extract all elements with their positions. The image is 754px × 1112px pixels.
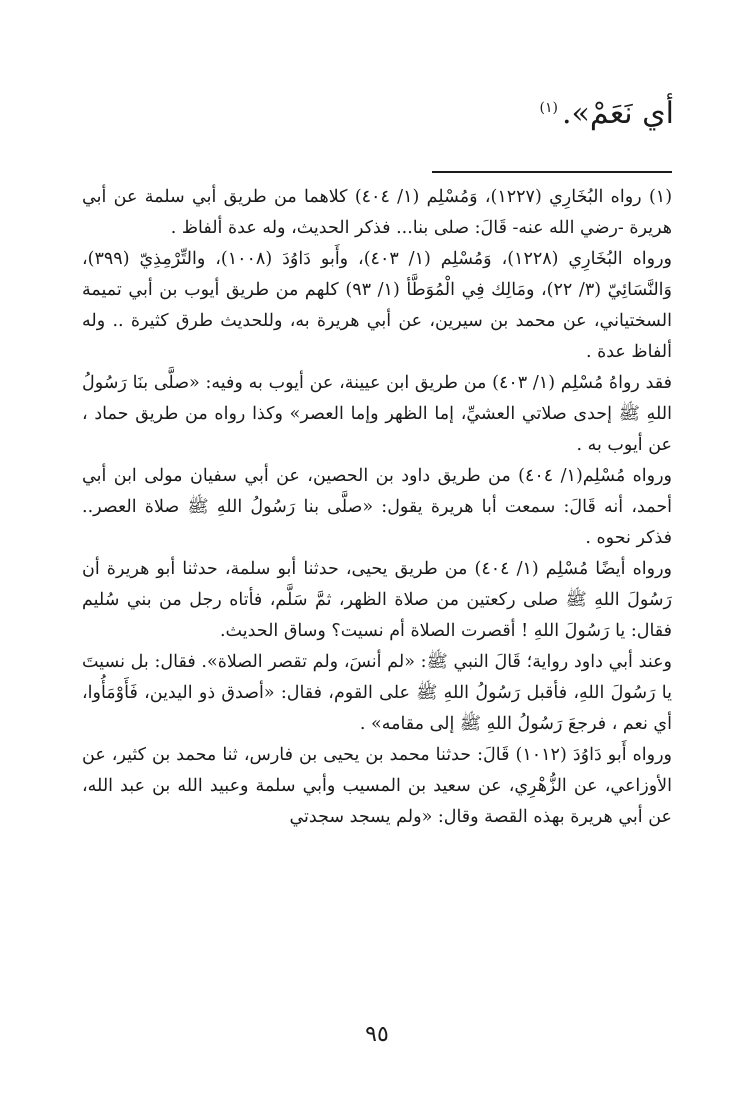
footnote-paragraph: فقد رواهُ مُسْلِم (١/ ٤٠٣) من طريق ابن عيينة، عن أيوب به وفيه: «صلَّى بنَا رَسُولُ اللهِ ﷺ إحدى صلاتي العشيِّ، إما الظهر وإما العصر» وكذا رواه من طريق حماد ، عن أيوب به . — [82, 373, 672, 455]
footnote-paragraph: ورواه أَبو دَاوُدَ (١٠١٢) قَالَ: حدثنا محمد بن يحيى بن فارس، ثنا محمد بن كثير، عن الأوزاعي، عن الزُّهْرِي، عن سعيد بن المسيب وأبي سلمة وعبيد الله بن عبد الله، عن أبي هريرة بهذه القصة وقال: «ولم يسجد سجدتي — [82, 745, 672, 827]
footnote-paragraph: ورواه البُخَارِي (١٢٢٨)، وَمُسْلِم (١/ ٤٠٣)، وأَبو دَاوُدَ (١٠٠٨)، والتِّرْمِذِيّ (٣٩٩)، وَالنَّسَائِيّ (٣/ ٢٢)، ومَالِك فِي الْمُوَطَّأ (١/ ٩٣) كلهم من طريق أيوب بن أبي تميمة السختياني، عن محمد بن سيرين، عن أبي هريرة به، وللحديث طرق كثيرة .. وله ألفاظ عدة . — [82, 249, 672, 362]
footnote-paragraph: وعند أبي داود رواية؛ قَالَ النبي ﷺ: «لم أنسَ، ولم تقصر الصلاة». فقال: بل نسيتَ يا رَسُولَ اللهِ، فأقبل رَسُولُ اللهِ ﷺ على القوم، فقال: «أصدق ذو اليدين، فَأَوْمَأُوا، أي نعم ، فرجعَ رَسُولُ اللهِ ﷺ إلى مقامه» . — [82, 652, 672, 734]
footnote-paragraph: (١) رواه البُخَارِي (١٢٢٧)، وَمُسْلِم (١/ ٤٠٤) كلاهما من طريق أبي سلمة عن أبي هريرة -رضي الله عنه- قَالَ: صلى بنا... فذكر الحديث، وله عدة ألفاظ . — [82, 187, 673, 238]
footnote-paragraph: ورواه أيضًا مُسْلِم (١/ ٤٠٤) من طريق يحيى، حدثنا أبو سلمة، حدثنا أبو هريرة أن رَسُولَ اللهِ ﷺ صلى ركعتين من صلاة الظهر، ثمَّ سَلَّم، فأتاه رجل من بني سُليم فقال: يا رَسُولَ اللهِ ! أقصرت الصلاة أم نسيت؟ وساق الحديث. — [82, 559, 672, 641]
footnote-separator — [432, 171, 672, 173]
footnote-marker: (١) — [539, 100, 558, 116]
footnotes — [82, 182, 672, 833]
page-number: ٩٥ — [365, 1022, 389, 1047]
footnote-paragraph: ورواه مُسْلِم(١/ ٤٠٤) من طريق داود بن الحصين، عن أبي سفيان مولى ابن أبي أحمد، أنه قَالَ: سمعت أبا هريرة يقول: «صلَّى بنا رَسُولُ اللهِ ﷺ صلاة العصر.. فذكر نحوه . — [82, 466, 672, 548]
main-text: أي نَعَمْ». — [561, 96, 674, 131]
main-text-line — [540, 86, 675, 136]
